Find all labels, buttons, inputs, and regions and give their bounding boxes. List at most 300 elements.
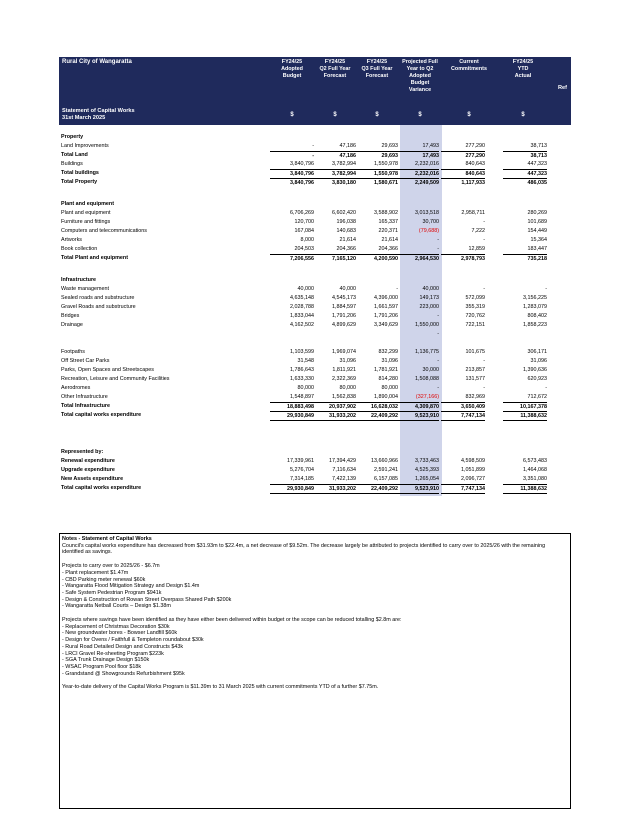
cell-value: 2,964,530 (395, 254, 439, 263)
column-header-line: FY24/25 (281, 59, 303, 65)
cell-value: 7,222 (471, 228, 485, 234)
cell-value: 4,899,629 (332, 322, 356, 328)
cell-value: 4,545,173 (332, 295, 356, 301)
cell-value: 6,157,085 (374, 476, 398, 482)
cell-value: - (483, 219, 485, 225)
cell-value: 47,186 (339, 143, 356, 149)
cell-value: 213,857 (465, 367, 485, 373)
cell-value: 80,000 (381, 385, 398, 391)
notes-paragraph (62, 617, 568, 677)
cell-value: 223,000 (419, 304, 439, 310)
statement-date: 31st March 2025 (62, 115, 106, 121)
cell-value: 7,165,120 (312, 254, 356, 263)
cell-value: 4,309,870 (395, 402, 439, 411)
row-label: Buildings (61, 161, 83, 167)
cell-value: 1,390,636 (523, 367, 547, 373)
cell-value: 1,811,921 (332, 367, 356, 373)
column-header-line: Forecast (323, 73, 347, 79)
cell-value: 3,840,796 (290, 161, 314, 167)
column-header-line: Budget (410, 80, 430, 86)
cell-value: 3,840,796 (270, 178, 314, 187)
cell-value: 3,156,225 (523, 295, 547, 301)
table-row (59, 236, 571, 244)
row-label: Total capital works expenditure (61, 412, 142, 418)
cell-value: 80,000 (297, 385, 314, 391)
cell-value: 38,713 (530, 143, 547, 149)
cell-value: - (545, 385, 547, 391)
cell-value: 101,675 (465, 349, 485, 355)
table-row (59, 366, 571, 374)
cell-value: 2,232,016 (395, 169, 439, 178)
notes-line: - Wangaratta Netball Courts – Design $1.38m (62, 603, 171, 610)
table-row (59, 438, 571, 446)
cell-value: 1,051,899 (461, 467, 485, 473)
cell-value: 2,028,788 (290, 304, 314, 310)
table-row (59, 254, 571, 262)
cell-value: 572,099 (465, 295, 485, 301)
notes-line: - Safe System Pedestrian Program $941k (62, 589, 162, 596)
cell-value: 204,503 (294, 246, 314, 252)
cell-value: 808,402 (527, 313, 547, 319)
cell-value: 204,366 (336, 246, 356, 252)
notes-line: - CBD Parking meter renewal $60k (62, 576, 146, 583)
row-label: Computers and telecommunications (61, 228, 147, 234)
notes-line: - WSAC Program Pool floor $18k (62, 663, 142, 670)
cell-value: 7,314,185 (290, 476, 314, 482)
column-header-line: Current (459, 59, 479, 65)
table-row (59, 330, 571, 338)
table-row (59, 227, 571, 235)
cell-value: 3,650,409 (441, 402, 485, 411)
cell-value: 1,884,597 (332, 304, 356, 310)
cell-value: 1,117,933 (441, 178, 485, 187)
row-label: Drainage (61, 322, 83, 328)
column-header-line: Projected Full (402, 59, 438, 65)
currency-symbol: $ (333, 112, 337, 118)
cell-value: 20,937,902 (312, 402, 356, 411)
cell-value: 30,700 (422, 219, 439, 225)
row-label: Total Plant and equipment (61, 255, 128, 261)
cell-value: - (437, 331, 439, 337)
column-header-line: Q2 Full Year (319, 66, 351, 72)
cell-value: 31,933,202 (312, 411, 356, 421)
row-label: Book collection (61, 246, 98, 252)
notes-line: - Replacement of Christmas Decoration $30k (62, 623, 170, 630)
column-header (439, 59, 499, 73)
notes-line: - LRCI Gravel Re-sheeting Program $223k (62, 650, 164, 657)
cell-value: 40,000 (297, 286, 314, 292)
table-row (59, 160, 571, 168)
cell-value: - (270, 151, 314, 160)
table-row (59, 321, 571, 329)
cell-value: 165,337 (378, 219, 398, 225)
row-label: Total Land (61, 152, 88, 158)
cell-value: 4,598,509 (461, 458, 485, 464)
cell-value: 9,523,910 (395, 411, 439, 421)
cell-value: - (396, 286, 398, 292)
cell-value: 1,550,978 (374, 161, 398, 167)
cell-value: 1,969,074 (332, 349, 356, 355)
cell-value: 1,550,000 (415, 322, 439, 328)
table-row (59, 402, 571, 410)
cell-value: 447,323 (527, 161, 547, 167)
cell-value: 47,186 (312, 151, 356, 160)
cell-value: 1,464,068 (523, 467, 547, 473)
cell-value: 306,171 (527, 349, 547, 355)
cell-value: 13,660,966 (371, 458, 398, 464)
column-header-line: Actual (514, 73, 532, 79)
notes-paragraph (62, 563, 568, 610)
table-row (59, 200, 571, 208)
statement-title-block (62, 108, 135, 122)
column-header-line: Variance (408, 87, 432, 93)
currency-symbol: $ (418, 112, 422, 118)
row-label: Aerodromes (61, 385, 91, 391)
cell-value: 6,602,420 (332, 210, 356, 216)
paragraph-gap (62, 610, 568, 617)
statement-title: Statement of Capital Works (62, 108, 135, 114)
cell-value: 3,351,080 (523, 476, 547, 482)
row-label: Footpaths (61, 349, 85, 355)
row-label: Total Property (61, 179, 98, 185)
cell-value: 2,958,711 (461, 210, 485, 216)
notes-line: Council's capital works expenditure has decreased from $31.93m to $22.4m, a net decrease of $9.52m. The decrease largely be attributed to projects identified to carry over to 2025/26 with the remaining identified as savings. (62, 542, 546, 556)
cell-value: 2,322,369 (332, 376, 356, 382)
cell-value: 1,508,088 (415, 376, 439, 382)
row-label: Bridges (61, 313, 80, 319)
cell-value: 220,371 (378, 228, 398, 234)
cell-value: 22,409,292 (354, 411, 398, 421)
cell-value: 101,689 (527, 219, 547, 225)
row-label: Property (61, 134, 84, 140)
cell-value: 31,096 (530, 358, 547, 364)
table-row (59, 209, 571, 217)
row-label: New Assets expenditure (61, 476, 124, 482)
cell-value: 1,548,897 (290, 394, 314, 400)
table-row (59, 448, 571, 456)
table-row (59, 303, 571, 311)
cell-value: - (312, 143, 314, 149)
notes-line: - New groundwater bores - Bowser Landfill $60k (62, 630, 178, 637)
table-row (59, 151, 571, 159)
cell-value: 149,173 (419, 295, 439, 301)
cell-value: 40,000 (339, 286, 356, 292)
cell-value: 1,791,206 (374, 313, 398, 319)
cell-value: 486,035 (503, 178, 547, 187)
table-row (59, 429, 571, 437)
row-label: Other Infrastructure (61, 394, 108, 400)
cell-value: 11,388,632 (503, 484, 547, 494)
cell-value: 1,661,597 (374, 304, 398, 310)
row-label: Infrastructure (61, 277, 97, 283)
cell-value: 3,830,180 (312, 178, 356, 187)
cell-value: 832,969 (465, 394, 485, 400)
cell-value: (79,688) (418, 228, 439, 234)
cell-value: 1,265,054 (415, 476, 439, 482)
row-label: Plant and equipment (61, 210, 111, 216)
cell-value: 720,762 (465, 313, 485, 319)
cell-value: 3,733,463 (415, 458, 439, 464)
row-label: Total buildings (61, 170, 99, 176)
row-label: Gravel Roads and substructure (61, 304, 136, 310)
notes-line: - Rural Road Detailed Design and Constructs $43k (62, 643, 184, 650)
cell-value: 17,493 (422, 143, 439, 149)
table-row (59, 245, 571, 253)
cell-value: 8,000 (300, 237, 314, 243)
table-row (59, 276, 571, 284)
cell-value: 620,923 (527, 376, 547, 382)
cell-value: 735,218 (503, 254, 547, 263)
table-row (59, 312, 571, 320)
cell-value: - (483, 385, 485, 391)
cell-value: 1,580,671 (354, 178, 398, 187)
cell-value: 5,276,704 (290, 467, 314, 473)
row-label: Renewal expenditure (61, 458, 115, 464)
cell-value: 3,349,629 (374, 322, 398, 328)
cell-value: 3,013,518 (415, 210, 439, 216)
table-row (59, 457, 571, 465)
cell-value: 1,781,921 (374, 367, 398, 373)
row-label: Off Street Car Parks (61, 358, 110, 364)
cell-value: 16,628,032 (354, 402, 398, 411)
row-label: Parks, Open Spaces and Streetscapes (61, 367, 154, 373)
cell-value: 167,084 (294, 228, 314, 234)
row-label: Total capital works expenditure (61, 485, 142, 491)
notes-line: - Wangaratta Flood Mitigation Strategy and Design $1.4m (62, 583, 200, 590)
cell-value: 7,422,139 (332, 476, 356, 482)
table-row (59, 187, 571, 195)
cell-value: 22,409,292 (354, 484, 398, 494)
cell-value: 29,693 (354, 151, 398, 160)
column-header-line: YTD (517, 66, 529, 72)
cell-value: - (483, 286, 485, 292)
table-row (59, 393, 571, 401)
cell-value: 1,786,643 (290, 367, 314, 373)
cell-value: 17,339,961 (287, 458, 314, 464)
cell-value: 154,449 (527, 228, 547, 234)
cell-value: 4,396,000 (374, 295, 398, 301)
notes-line: - Plant replacement $1.47m (62, 569, 129, 576)
notes-line: - SGA Trunk Drainage Design $150k (62, 657, 150, 664)
cell-value: 2,591,241 (374, 467, 398, 473)
cell-value: 29,930,849 (270, 484, 314, 494)
cell-value: 120,700 (294, 219, 314, 225)
table-row (59, 294, 571, 302)
cell-value: - (437, 385, 439, 391)
cell-value: 21,614 (339, 237, 356, 243)
cell-value: 29,693 (381, 143, 398, 149)
cell-value: 814,280 (378, 376, 398, 382)
cell-value: 1,103,599 (290, 349, 314, 355)
column-header-line: Adopted (409, 73, 431, 79)
table-row (59, 411, 571, 419)
cell-value: 7,116,634 (332, 467, 356, 473)
cell-value: - (483, 358, 485, 364)
table-row (59, 285, 571, 293)
row-label: Plant and equipment (61, 201, 115, 207)
table-row (59, 142, 571, 150)
cell-value: 355,319 (465, 304, 485, 310)
cell-value: 3,840,796 (270, 169, 314, 178)
table-row (59, 178, 571, 186)
cell-value: 31,548 (297, 358, 314, 364)
column-header (493, 59, 553, 80)
row-label: Total Infrastructure (61, 403, 111, 409)
column-header-line: FY24/25 (366, 59, 388, 65)
table-row (59, 348, 571, 356)
row-label: Recreation, Leisure and Community Facilities (61, 376, 170, 382)
cell-value: - (437, 313, 439, 319)
column-header-line: FY24/25 (512, 59, 534, 65)
ref-header: Ref (557, 85, 567, 91)
cell-value: 30,000 (422, 367, 439, 373)
notes-line: - Grandstand @ Showgrounds Refurbishment $95k (62, 670, 185, 677)
column-header-line: Forecast (365, 73, 389, 79)
cell-value: 1,562,838 (332, 394, 356, 400)
cell-value: 17,493 (395, 151, 439, 160)
table-row (59, 218, 571, 226)
cell-value: 447,323 (503, 169, 547, 178)
paragraph-gap (62, 677, 568, 684)
row-label: Upgrade expenditure (61, 467, 115, 473)
cell-value: - (437, 246, 439, 252)
cell-value: 11,388,632 (503, 411, 547, 421)
cell-value: - (483, 237, 485, 243)
column-header-line: Commitments (451, 66, 487, 72)
table-row (59, 484, 571, 492)
column-header-line: Budget (282, 73, 302, 79)
cell-value: 4,525,393 (415, 467, 439, 473)
cell-value: 17,394,429 (329, 458, 356, 464)
cell-value: - (437, 237, 439, 243)
table-row (59, 263, 571, 271)
cell-value: 3,588,902 (374, 210, 398, 216)
notes-line: Projects where savings have been identified as they have either been delivered within budget or the scope can be reduced totalling $2.8m are: (62, 617, 402, 624)
cell-value: 3,782,994 (312, 169, 356, 178)
cell-value: 2,978,793 (441, 254, 485, 263)
paragraph-gap (62, 556, 568, 563)
table-row (59, 384, 571, 392)
cell-value: 2,232,016 (415, 161, 439, 167)
cell-value: 712,672 (527, 394, 547, 400)
row-label: Sealed roads and substructure (61, 295, 135, 301)
cell-value: 840,643 (465, 161, 485, 167)
cell-value: 1,136,775 (415, 349, 439, 355)
cell-value: 277,290 (441, 151, 485, 160)
table-row (59, 375, 571, 383)
cell-value: 4,162,502 (290, 322, 314, 328)
column-header-line: FY24/25 (324, 59, 346, 65)
notes-line: - Design for Ovens / Faithfull & Templeton roundabout $30k (62, 637, 204, 644)
row-label: Represented by: (61, 449, 104, 455)
statement-header (59, 57, 571, 125)
cell-value: 6,573,483 (523, 458, 547, 464)
cell-value: 183,447 (527, 246, 547, 252)
notes-line: - Design & Construction of Rowan Street Overpass Shared Path $200k (62, 596, 232, 603)
table-row (59, 169, 571, 177)
cell-value: - (545, 286, 547, 292)
cell-value: 7,206,556 (270, 254, 314, 263)
cell-value: 1,833,044 (290, 313, 314, 319)
row-label: Furniture and fittings (61, 219, 111, 225)
table-row (59, 475, 571, 483)
cell-value: 31,096 (381, 358, 398, 364)
cell-value: 722,151 (465, 322, 485, 328)
cell-value: 832,299 (378, 349, 398, 355)
cell-value: - (437, 358, 439, 364)
table-row (59, 466, 571, 474)
cell-value: 7,747,134 (441, 411, 485, 421)
cell-value: 1,633,330 (290, 376, 314, 382)
cell-value: 196,038 (336, 219, 356, 225)
row-label: Waste management (61, 286, 110, 292)
cell-value: 131,577 (465, 376, 485, 382)
cell-value: 80,000 (339, 385, 356, 391)
column-header-line: Year to Q2 (406, 66, 434, 72)
cell-value: 18,883,498 (270, 402, 314, 411)
cell-value: 31,096 (339, 358, 356, 364)
currency-symbol: $ (467, 112, 471, 118)
notes-paragraph (62, 684, 568, 691)
cell-value: 140,683 (336, 228, 356, 234)
cell-value: 40,000 (422, 286, 439, 292)
cell-value: 1,550,978 (354, 169, 398, 178)
row-label: Land Improvements (61, 143, 109, 149)
cell-value: 4,200,590 (354, 254, 398, 263)
notes-paragraph (62, 543, 568, 556)
cell-value: 277,290 (465, 143, 485, 149)
table-row (59, 339, 571, 347)
cell-value: 2,096,727 (461, 476, 485, 482)
org-name: Rural City of Wangaratta (62, 59, 132, 65)
cell-value: 21,614 (381, 237, 398, 243)
cell-value: 9,523,910 (395, 484, 439, 494)
cell-value: 4,635,148 (290, 295, 314, 301)
cell-value: 6,706,269 (290, 210, 314, 216)
notes-title: Notes - Statement of Capital Works (62, 536, 152, 542)
cell-value: 2,249,509 (395, 178, 439, 187)
table-row (59, 133, 571, 141)
cell-value: 1,283,079 (523, 304, 547, 310)
cell-value: 29,930,849 (270, 411, 314, 421)
cell-value: 3,782,994 (332, 161, 356, 167)
cell-value: 7,747,134 (441, 484, 485, 494)
cell-value: 31,933,202 (312, 484, 356, 494)
column-header-line: Adopted (281, 66, 303, 72)
notes-box (59, 533, 571, 809)
table-row (59, 357, 571, 365)
column-header-line: Q3 Full Year (361, 66, 393, 72)
cell-value: 204,366 (378, 246, 398, 252)
cell-value: 10,167,378 (503, 402, 547, 411)
cell-value: 1,791,206 (332, 313, 356, 319)
cell-value: 38,713 (503, 151, 547, 160)
cell-value: 280,269 (527, 210, 547, 216)
cell-value: 12,859 (468, 246, 485, 252)
notes-line: Projects to carry over to 2025/26 - $6.7m (62, 563, 160, 570)
notes-line: Year-to-date delivery of the Capital Works Program is $11.39m to 31 March 2025 with current commitments YTD of a further $7.75m. (62, 684, 379, 691)
currency-symbol: $ (521, 112, 525, 118)
cell-value: 1,890,004 (374, 394, 398, 400)
cell-value: 840,643 (441, 169, 485, 178)
table-row (59, 420, 571, 428)
currency-symbol: $ (375, 112, 379, 118)
row-label: Artworks (61, 237, 82, 243)
currency-symbol: $ (290, 112, 294, 118)
cell-value: 15,364 (530, 237, 547, 243)
cell-value: 1,858,223 (523, 322, 547, 328)
cell-value: (327,166) (415, 394, 439, 400)
